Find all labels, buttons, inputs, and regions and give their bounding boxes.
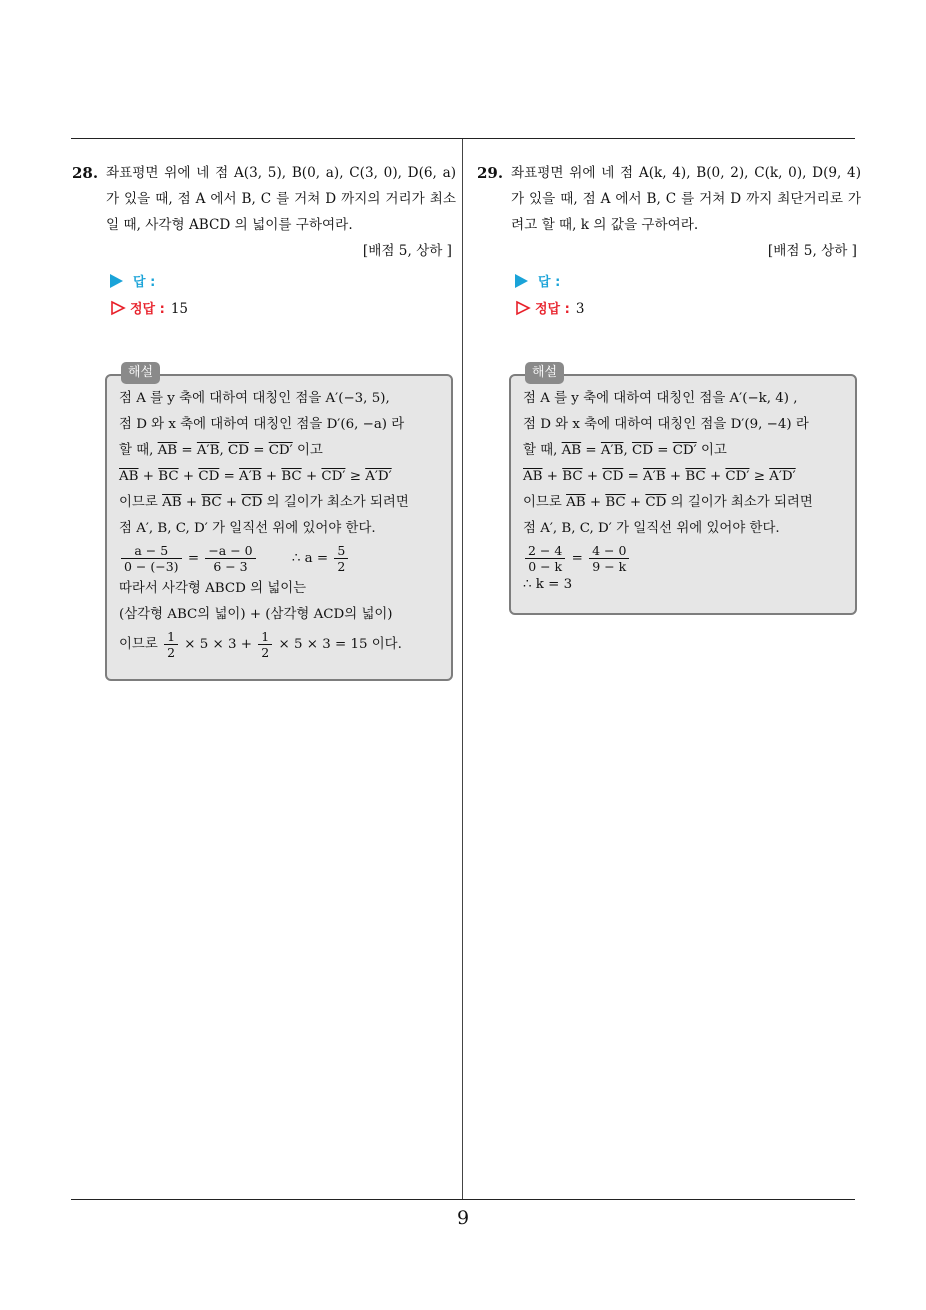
problem-28-column (72, 160, 456, 324)
text: 이므로 (119, 637, 163, 652)
denominator: 6 − 3 (213, 559, 248, 574)
text: + (181, 495, 202, 510)
text: + (542, 469, 563, 484)
text: + (705, 469, 726, 484)
segment: A′B (196, 443, 220, 458)
segment: A′B (643, 469, 666, 484)
segment: $\overline{AB}$ (523, 469, 543, 484)
segment: $\overline{BC}$ (562, 469, 583, 484)
solution-line (119, 490, 439, 516)
solution-box-29 (509, 365, 857, 615)
segment: $\overline{AB}$ (162, 495, 182, 510)
text: + (138, 469, 159, 484)
text: 의 길이가 최소가 되려면 (262, 495, 409, 510)
fraction (334, 543, 348, 574)
problem-text: 좌표평면 위에 네 점 A(3, 5), B(0, a), C(3, 0), D(6, a) 가 있을 때, 점 A 에서 B, C 를 거쳐 D 까지의 거리가 최소일 때, 사각형 ABCD 의 넓이를 구하여라. (106, 165, 456, 233)
text: = (248, 443, 269, 458)
fraction (205, 543, 255, 574)
solution-box-28 (105, 365, 453, 681)
segment: A′D′ (769, 469, 796, 484)
text: ≥ (749, 469, 770, 484)
segment: $\overline{CD}$ (631, 443, 653, 458)
numerator: a − 5 (121, 543, 182, 559)
top-rule (71, 138, 855, 139)
solution-line (119, 438, 439, 464)
therefore: ∴ a = (291, 551, 329, 566)
text: 할 때, (523, 443, 562, 458)
text: + (585, 495, 606, 510)
problem-points: [배점 5, 상하 ] (767, 243, 857, 259)
text: 할 때, (119, 443, 158, 458)
text: 이므로 (523, 495, 567, 510)
text: + (301, 469, 322, 484)
text: = (177, 443, 197, 458)
solution-line: 점 A 를 y 축에 대하여 대칭인 점을 A′(−k, 4) , (523, 391, 798, 406)
segment: $\overline{BC}$ (281, 469, 302, 484)
numerator: 5 (334, 543, 348, 559)
segment: A′B (600, 443, 624, 458)
solution-line: 점 A 를 y 축에 대하여 대칭인 점을 A′(−3, 5), (119, 391, 390, 406)
solution-tag: 해설 (121, 362, 160, 384)
segment: $\overline{AB}$ (157, 443, 178, 458)
problem-29-column (477, 160, 861, 324)
fraction-equation (523, 542, 843, 576)
segment: CD′ (725, 469, 750, 484)
segment: A′D′ (365, 469, 392, 484)
equals: = (571, 551, 583, 566)
problem-29 (477, 160, 861, 264)
area-equation (119, 628, 439, 662)
answer-row (110, 268, 456, 297)
text: = (623, 469, 644, 484)
solution-line: 점 D 와 x 축에 대하여 대칭인 점을 D′(6, −a) 라 (119, 417, 405, 432)
segment: $\overline{BC}$ (201, 495, 222, 510)
solution-line: 따라서 사각형 ABCD 의 넓이는 (119, 581, 307, 596)
text: 이므로 (119, 495, 163, 510)
text: × 5 × 3 = 15 이다. (274, 637, 402, 652)
text: = (581, 443, 601, 458)
fraction (589, 543, 629, 574)
column-divider (462, 139, 463, 1199)
answer-label: 답 : (133, 275, 156, 290)
segment: $\overline{AB}$ (561, 443, 582, 458)
correct-answer-value: 15 (170, 301, 189, 317)
text: 이고 (696, 443, 727, 458)
problem-number: 29. (477, 164, 504, 182)
play-triangle-icon (515, 274, 528, 288)
numerator: 2 − 4 (525, 543, 565, 559)
numerator: 4 − 0 (589, 543, 629, 559)
numerator: 1 (164, 629, 178, 645)
play-triangle-icon (110, 274, 123, 288)
fraction (164, 629, 178, 660)
fraction (258, 629, 272, 660)
segment: $\overline{AB}$ (566, 495, 586, 510)
segment: CD′ (672, 443, 697, 458)
solution-line (523, 438, 843, 464)
segment: $\overline{CD}$ (198, 469, 220, 484)
text: + (221, 495, 242, 510)
text: 의 길이가 최소가 되려면 (666, 495, 813, 510)
fraction-equation (119, 542, 439, 576)
problem-number: 28. (72, 164, 99, 182)
solution-line: 점 A′, B, C, D′ 가 일직선 위에 있어야 한다. (523, 521, 780, 536)
outline-triangle-icon (110, 300, 126, 316)
solution-line: 점 A′, B, C, D′ 가 일직선 위에 있어야 한다. (119, 521, 376, 536)
text: × 5 × 3 + (180, 637, 257, 652)
numerator: −a − 0 (205, 543, 255, 559)
segment: $\overline{BC}$ (685, 469, 706, 484)
segment: $\overline{BC}$ (605, 495, 626, 510)
denominator: 0 − k (528, 559, 563, 574)
outline-triangle-icon (515, 300, 531, 316)
segment: CD′ (268, 443, 293, 458)
denominator: 2 (167, 645, 176, 660)
problem-points: [배점 5, 상하 ] (362, 243, 452, 259)
solution-line: 점 D 와 x 축에 대하여 대칭인 점을 D′(9, −4) 라 (523, 417, 809, 432)
correct-answer-row (515, 295, 861, 324)
page-number: 9 (456, 1207, 470, 1229)
denominator: 9 − k (592, 559, 627, 574)
correct-answer-row (110, 295, 456, 324)
segment: CD′ (321, 469, 346, 484)
segment: $\overline{CD}$ (602, 469, 624, 484)
text: + (178, 469, 199, 484)
solution-line (523, 490, 843, 516)
denominator: 2 (337, 559, 346, 574)
text: 이고 (292, 443, 323, 458)
text: + (261, 469, 282, 484)
fraction (525, 543, 565, 574)
segment: A′B (239, 469, 262, 484)
text: , (219, 443, 228, 458)
segment: $\overline{BC}$ (158, 469, 179, 484)
segment: $\overline{AB}$ (119, 469, 139, 484)
solution-line (119, 464, 439, 490)
solution-tag: 해설 (525, 362, 564, 384)
text: ≥ (345, 469, 366, 484)
fraction (121, 543, 182, 574)
segment: $\overline{CD}$ (645, 495, 667, 510)
text: = (652, 443, 673, 458)
answer-label: 답 : (538, 275, 561, 290)
correct-answer-value: 3 (575, 301, 585, 317)
text: = (219, 469, 240, 484)
text: , (623, 443, 632, 458)
solution-line (523, 464, 843, 490)
denominator: 0 − (−3) (124, 559, 179, 574)
text: + (625, 495, 646, 510)
problem-28 (72, 160, 456, 264)
bottom-rule (71, 1199, 855, 1200)
correct-answer-label: 정답 : (130, 302, 165, 317)
solution-line: ∴ k = 3 (523, 577, 573, 592)
solution-line: (삼각형 ABC의 넓이) + (삼각형 ACD의 넓이) (119, 607, 393, 622)
segment: $\overline{CD}$ (241, 495, 263, 510)
text: + (665, 469, 686, 484)
correct-answer-label: 정답 : (535, 302, 570, 317)
answer-row (515, 268, 861, 297)
denominator: 2 (261, 645, 270, 660)
segment: $\overline{CD}$ (227, 443, 249, 458)
problem-text: 좌표평면 위에 네 점 A(k, 4), B(0, 2), C(k, 0), D(9, 4) 가 있을 때, 점 A 에서 B, C 를 거쳐 D 까지 최단거리로 가려고 할 때, k 의 값을 구하여라. (511, 165, 861, 233)
numerator: 1 (258, 629, 272, 645)
equals: = (187, 551, 200, 566)
text: + (582, 469, 603, 484)
